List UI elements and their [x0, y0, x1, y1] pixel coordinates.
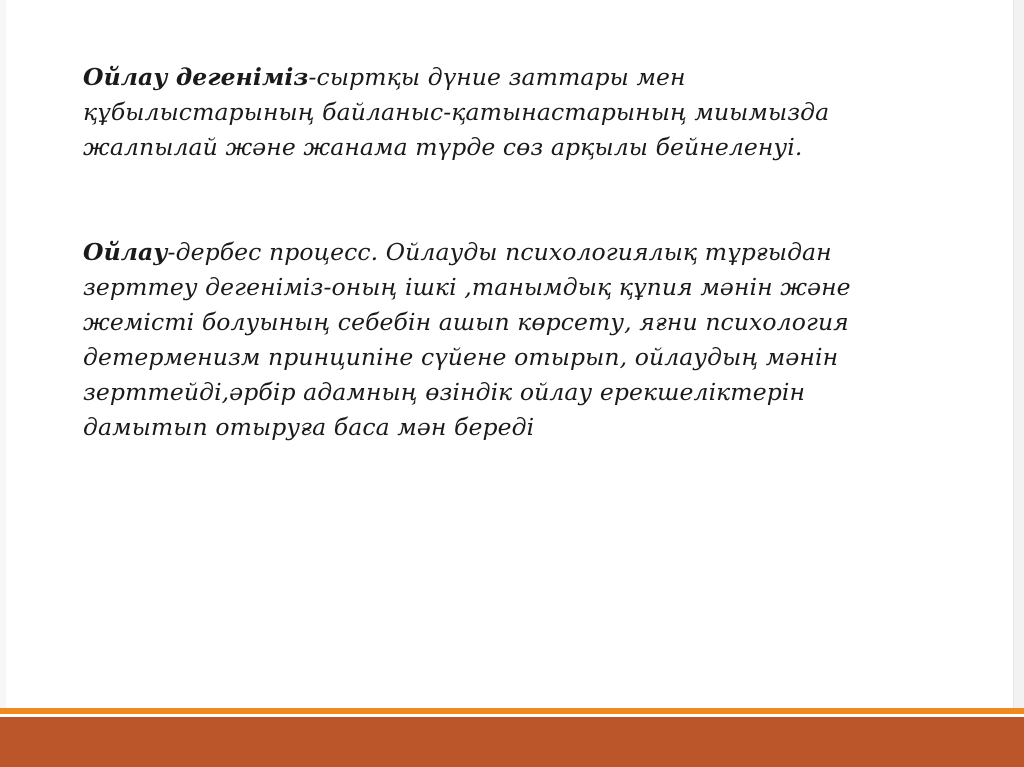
process-paragraph — [83, 235, 913, 445]
process-text: -дербес процесс. Ойлауды психологиялық тұрғыдан зерттеу дегеніміз-оның ішкі ,танымдық құпия мәнін және жемісті болуының себебін ашып көрсету, яғни психология детерменизм принципіне сүйене отырып, ойлаудың мәнін зерттейді,әрбір адамның өзіндік ойлау ерекшеліктерін дамытып отыруға баса мән береді — [83, 238, 851, 441]
definition-text: -сыртқы дүние заттары мен құбылыстарының байланыс-қатынастарының миымызда жалпылай және жанама түрде сөз арқылы бейнеленуі. — [83, 63, 830, 161]
slide-frame-left — [0, 0, 6, 710]
slide-frame-right — [1013, 0, 1024, 710]
definition-paragraph — [83, 60, 913, 165]
process-term: Ойлау — [83, 238, 168, 266]
definition-term: Ойлау дегеніміз — [83, 63, 309, 91]
footer-band — [0, 717, 1024, 767]
slide-body — [83, 60, 913, 445]
footer-accent-line — [0, 708, 1024, 714]
